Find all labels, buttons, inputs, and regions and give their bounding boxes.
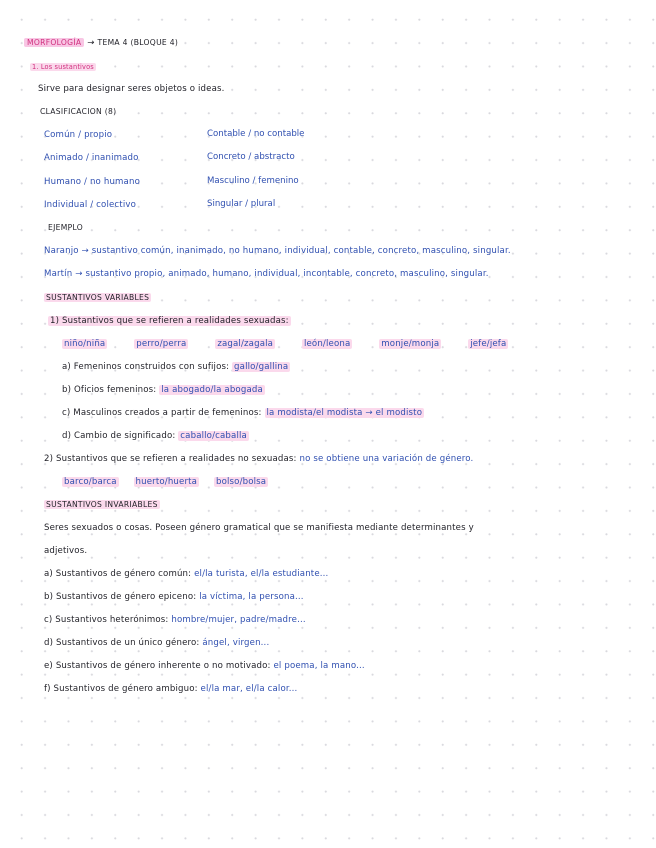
invariables-text-2: adjetivos. [44, 546, 88, 556]
topic-title: TEMA 4 (BLOQUE 4) [97, 38, 179, 47]
subject-highlight: MORFOLOGÍA [24, 38, 84, 47]
invariables-text-1: Seres sexuados o cosas. Poseen género gramatical que se manifiesta mediante determinantes y [44, 523, 474, 533]
variables-b: b) Oficios femeninos: la abogado/la abogada [62, 385, 263, 395]
ejemplo-1: Naranjo → sustantivo común, inanimado, no humano, individual, contable, concreto, masculino, singular. [44, 246, 511, 256]
invariables-item-e: e) Sustantivos de género inherente o no motivado: el poema, la mano... [44, 661, 365, 671]
pair-left-1: Común / propio [44, 130, 113, 140]
variables-heading: SUSTANTIVOS VARIABLES [46, 293, 150, 302]
intro-text: Sirve para designar seres objetos o ideas. [38, 84, 225, 94]
variables-a: a) Femeninos construidos con sufijos: gallo/gallina [62, 362, 289, 372]
clasificacion-heading: CLASIFICACION (8) [40, 107, 117, 116]
variables-c: c) Masculinos creados a partir de femeninos: la modista/el modista → el modisto [62, 408, 423, 418]
invariables-item-f: f) Sustantivos de género ambiguo: el/la mar, el/la calor... [44, 684, 298, 694]
variables-item-2: 2) Sustantivos que se refieren a realidades no sexuadas: no se obtiene una variación de género. [44, 454, 474, 464]
invariables-item-b: b) Sustantivos de género epiceno: la víctima, la persona... [44, 592, 304, 602]
pair-right-3: Masculino / femenino [207, 176, 299, 186]
pair-left-4: Individual / colectivo [44, 200, 136, 210]
invariables-item-d: d) Sustantivos de un único género: ángel, virgen... [44, 638, 270, 648]
pair-left-3: Humano / no humano [44, 177, 140, 187]
variables-item-1: 1) Sustantivos que se refieren a realidades sexuadas: [50, 316, 289, 326]
section-title: 1. Los sustantivos [32, 63, 94, 71]
invariables-heading: SUSTANTIVOS INVARIABLES [46, 500, 158, 509]
pair-left-2: Animado / inanimado [44, 153, 139, 163]
variables-examples: niño/niña perro/perra zagal/zagala león/leona monje/monja jefe/jefa [64, 339, 507, 349]
pair-right-1: Contable / no contable [207, 129, 305, 139]
header-line [24, 37, 178, 49]
variables-d: d) Cambio de significado: caballo/caballa [62, 431, 247, 441]
pair-right-2: Concreto / abstracto [207, 152, 295, 162]
ejemplo-2: Martín → sustantivo propio, animado, humano, individual, incontable, concreto, masculino, singular. [44, 269, 489, 279]
pair-right-4: Singular / plural [207, 199, 276, 209]
ejemplo-heading: EJEMPLO [48, 223, 84, 232]
variables-examples-2: barco/barca huerto/huerta bolso/bolsa [64, 477, 267, 487]
invariables-item-c: c) Sustantivos heterónimos: hombre/mujer, padre/madre... [44, 615, 306, 625]
arrow-icon: → [87, 38, 95, 48]
invariables-item-a: a) Sustantivos de género común: el/la turista, el/la estudiante... [44, 569, 329, 579]
